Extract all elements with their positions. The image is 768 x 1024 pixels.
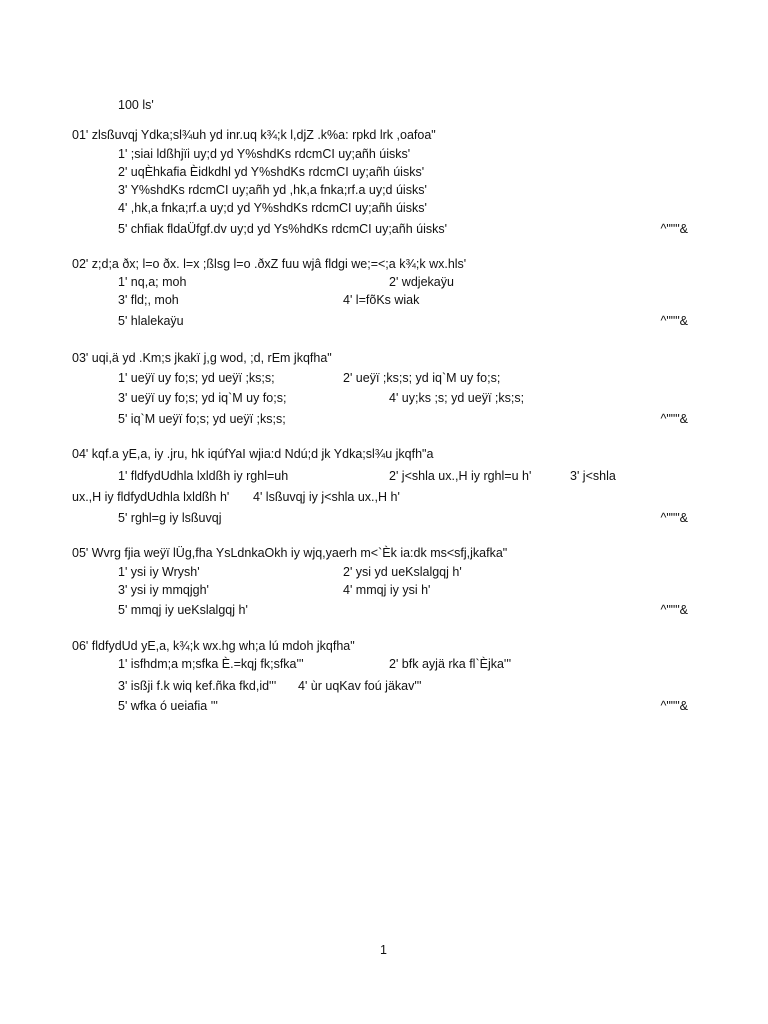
question-5-mark: ^"""& <box>660 603 688 617</box>
question-6-mark: ^"""& <box>660 699 688 713</box>
page-number: 1 <box>380 943 387 957</box>
question-1-option-3: 3' Y%shdKs rdcmCI uy;añh yd ,hk,a fnka;rf.a uy;d úisks' <box>118 183 427 197</box>
question-6-option-4: 4' ùr uqKav foú jäkav''' <box>298 679 422 693</box>
question-4-option-4: 4' lsßuvqj iy j<shla ux.,H h' <box>253 490 400 504</box>
question-5-option-4: 4' mmqj iy ysi h' <box>343 583 431 597</box>
question-4-option-5: 5' rghl=g iy lsßuvqj <box>118 511 222 525</box>
question-4-option-3-continued: ux.,H iy fldfydUdhla lxldßh h' <box>72 490 230 504</box>
question-3-option-1: 1' ueÿï uy fo;s; yd ueÿï ;ks;s; <box>118 371 275 385</box>
question-2-option-3: 3' fld;, moh <box>118 293 179 307</box>
question-1-mark: ^"""& <box>660 222 688 236</box>
question-3-option-4: 4' uy;ks ;s; yd ueÿï ;ks;s; <box>389 391 525 405</box>
question-6-stem: 06' fldfydUd yE,a, k¾;k wx.hg wh;a lú mdoh jkqfha" <box>72 639 355 653</box>
question-3-stem: 03' uqi,ä yd .Km;s jkakï j,g wod, ;d, rEm jkqfha" <box>72 351 332 365</box>
question-4-stem: 04' kqf.a yE,a, iy .jru, hk iqúfYaI wjia:d Ndú;d jk Ydka;sl¾u jkqfh"a <box>72 447 434 461</box>
question-3-option-2: 2' ueÿï ;ks;s; yd iq`M uy fo;s; <box>343 371 501 385</box>
question-1-option-5: 5' chfiak fldaÜfgf.dv uy;d yd Ys%hdKs rdcmCI uy;añh úisks' <box>118 222 447 236</box>
question-4-option-2: 2' j<shla ux.,H iy rghl=u h' <box>389 469 532 483</box>
question-6-option-5: 5' wfka ó ueiafia ''' <box>118 699 218 713</box>
question-3-mark: ^"""& <box>660 412 688 426</box>
question-2-mark: ^"""& <box>660 314 688 328</box>
question-2-option-1: 1' nq,a; moh <box>118 275 187 289</box>
question-3-option-5: 5' iq`M ueÿï fo;s; yd ueÿï ;ks;s; <box>118 412 286 426</box>
question-5-option-5: 5' mmqj iy ueKslalgqj h' <box>118 603 248 617</box>
question-2-option-2: 2' wdjekaÿu <box>389 275 454 289</box>
page-header: 100 ls' <box>118 98 154 112</box>
question-6-option-1: 1' isfhdm;a m;sfka È.=kqj fk;sfka''' <box>118 657 304 671</box>
question-5-option-1: 1' ysi iy Wrysh' <box>118 565 200 579</box>
question-4-option-1: 1' fldfydUdhla lxldßh iy rghl=uh <box>118 469 289 483</box>
question-1-stem: 01' zlsßuvqj Ydka;sl¾uh yd inr.uq k¾;k l,djZ .k%a: rpkd lrk ,oafoa" <box>72 128 436 142</box>
question-1-option-4: 4' ,hk,a fnka;rf.a uy;d yd Y%shdKs rdcmCI uy;añh úisks' <box>118 201 427 215</box>
question-4-option-3-start: 3' j<shla <box>570 469 616 483</box>
question-5-option-2: 2' ysi yd ueKslalgqj h' <box>343 565 462 579</box>
question-2-stem: 02' z;d;a ðx; l=o ðx. l=x ;ßlsg l=o .ðxZ fuu wjâ fldgi we;=<;a k¾;k wx.hls' <box>72 257 467 271</box>
question-1-option-1: 1' ;siai ldßhjïi uy;d yd Y%shdKs rdcmCI uy;añh úisks' <box>118 147 411 161</box>
question-2-option-5: 5' hlalekaÿu <box>118 314 184 328</box>
question-5-option-3: 3' ysi iy mmqjgh' <box>118 583 209 597</box>
question-6-option-2: 2' bfk ayjä rka fl`Èjka''' <box>389 657 512 671</box>
question-6-option-3: 3' isßji f.k wiq kef.ñka fkd,id''' <box>118 679 277 693</box>
question-4-mark: ^"""& <box>660 511 688 525</box>
question-5-stem: 05' Wvrg fjia weÿï lÜg,fha YsLdnkaOkh iy wjq,yaerh m<`Èk ia:dk ms<sfj,jkafka" <box>72 546 508 560</box>
question-1-option-2: 2' uqÈhkafia Èidkdhl yd Y%shdKs rdcmCI uy;añh úisks' <box>118 165 425 179</box>
question-3-option-3: 3' ueÿï uy fo;s; yd iq`M uy fo;s; <box>118 391 287 405</box>
question-2-option-4: 4' l=fõKs wiak <box>343 293 420 307</box>
